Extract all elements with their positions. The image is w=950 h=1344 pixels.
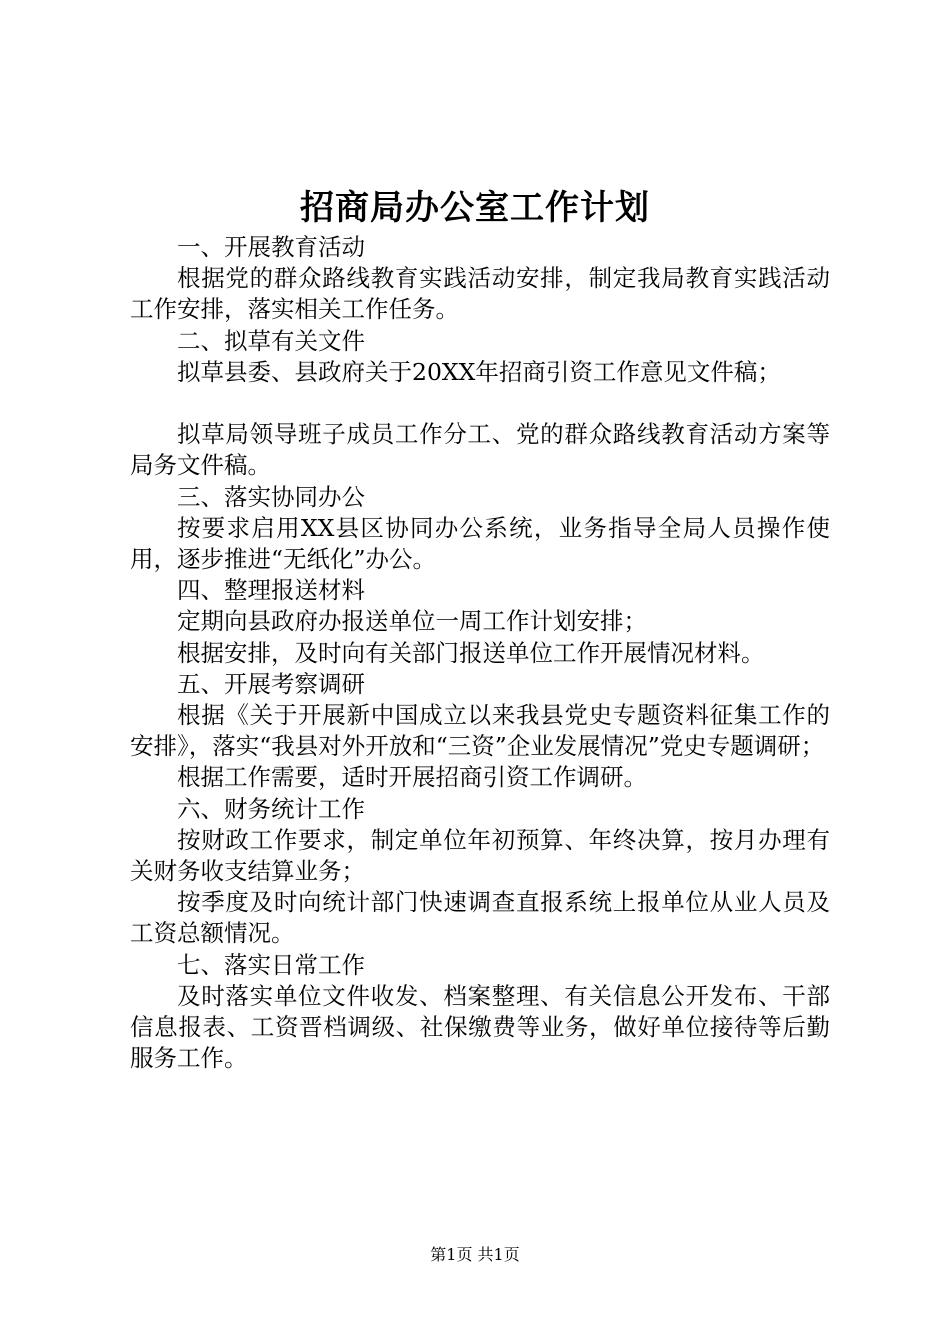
paragraph: 根据《关于开展新中国成立以来我县党史专题资料征集工作的安排》，落实“我县对外开放和“三资”企业发展情况”党史专题调研； [130, 701, 830, 761]
section-heading-3: 三、落实协同办公 [177, 482, 365, 511]
paragraph: 根据工作需要，适时开展招商引资工作调研。 [177, 763, 647, 792]
paragraph: 按要求启用XX县区协同办公系统，业务指导全局人员操作使用，逐步推进“无纸化”办公。 [130, 513, 830, 574]
section-heading-6: 六、财务统计工作 [177, 794, 365, 823]
paragraph: 拟草局领导班子成员工作分工、党的群众路线教育活动方案等局务文件稿。 [130, 420, 830, 480]
document-title: 招商局办公室工作计划 [300, 188, 650, 228]
paragraph: 根据党的群众路线教育实践活动安排，制定我局教育实践活动工作安排，落实相关工作任务。 [130, 264, 830, 324]
section-heading-5: 五、开展考察调研 [177, 669, 365, 698]
paragraph: 根据安排，及时向有关部门报送单位工作开展情况材料。 [177, 638, 765, 667]
section-heading-1: 一、开展教育活动 [177, 233, 365, 261]
page-footer: 第1页 共1页 [430, 1245, 520, 1264]
paragraph: 及时落实单位文件收发、档案整理、有关信息公开发布、干部信息报表、工资晋档调级、社保缴费等业务，做好单位接待等后勤服务工作。 [130, 981, 830, 1073]
paragraph: 拟草县委、县政府关于20XX年招商引资工作意见文件稿； [177, 357, 781, 386]
section-heading-4: 四、整理报送材料 [177, 576, 365, 605]
section-heading-7: 七、落实日常工作 [177, 950, 365, 979]
paragraph: 按季度及时向统计部门快速调查直报系统上报单位从业人员及工资总额情况。 [130, 888, 830, 948]
document-body [130, 232, 830, 1074]
section-heading-2: 二、拟草有关文件 [177, 326, 365, 355]
paragraph: 定期向县政府办报送单位一周工作计划安排； [177, 607, 647, 636]
paragraph: 按财政工作要求，制定单位年初预算、年终决算，按月办理有关财务收支结算业务； [130, 825, 830, 886]
